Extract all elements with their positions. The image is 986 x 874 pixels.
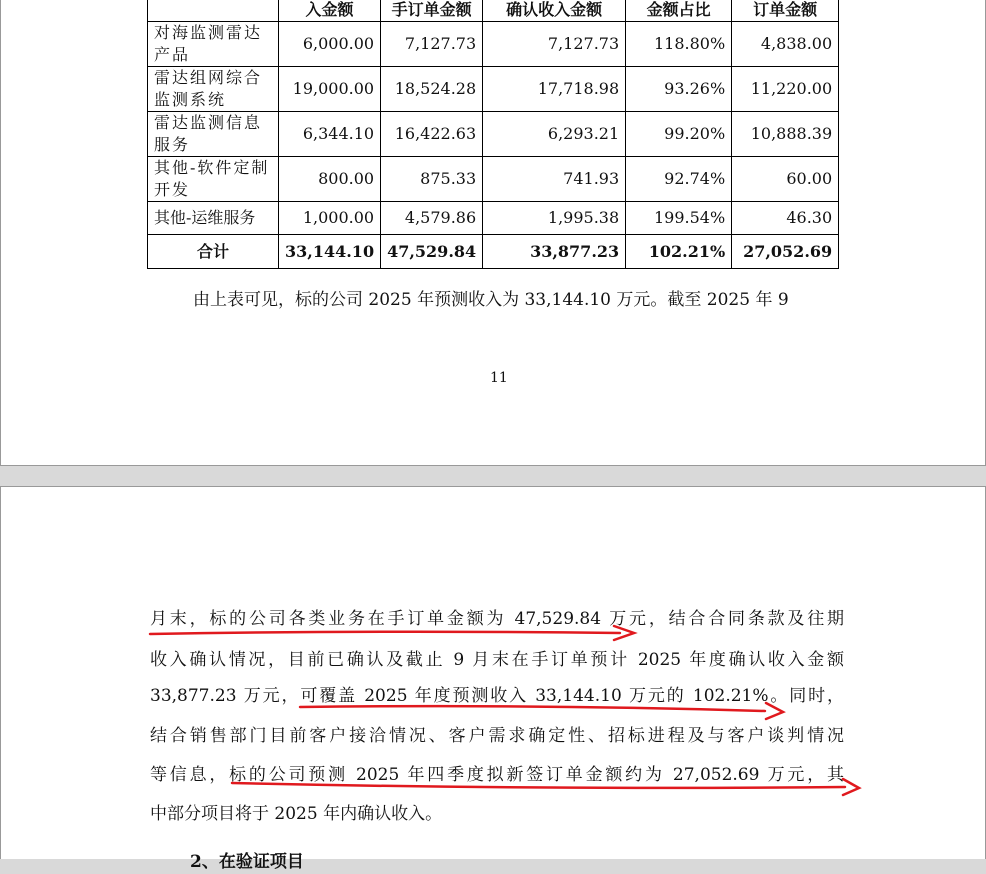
table-cell: 7,127.73 (483, 22, 626, 67)
summary-paragraph: 由上表可见，标的公司 2025 年预测收入为 33,144.10 万元。截至 2025 年 9 (193, 290, 789, 310)
paragraph-line: 月末，标的公司各类业务在手订单金额为 47,529.84 万元，结合合同条款及往期 (150, 609, 844, 629)
row-label: 其他-运维服务 (148, 202, 279, 235)
row-label: 其他-软件定制开发 (148, 157, 279, 202)
table-cell: 7,127.73 (381, 22, 483, 67)
table-cell: 17,718.98 (483, 67, 626, 112)
row-label: 雷达组网综合监测系统 (148, 67, 279, 112)
arrow-head-icon (766, 703, 783, 719)
section-heading: 2、在验证项目 (190, 852, 304, 872)
table-header-cell: 入金额 (279, 0, 381, 22)
table-cell: 800.00 (279, 157, 381, 202)
table-cell: 18,524.28 (381, 67, 483, 112)
table-cell: 16,422.63 (381, 112, 483, 157)
table-cell: 4,838.00 (732, 22, 839, 67)
table-cell: 6,293.21 (483, 112, 626, 157)
table-cell: 11,220.00 (732, 67, 839, 112)
paragraph-line: 结合销售部门目前客户接洽情况、客户需求确定性、招标进程及与客户谈判情况 (150, 726, 844, 746)
table-cell: 46.30 (732, 202, 839, 235)
paragraph-line: 等信息，标的公司预测 2025 年四季度拟新签订单金额约为 27,052.69 万元，其 (150, 765, 844, 785)
table-header-cell: 确认收入金额 (483, 0, 626, 22)
table-cell: 93.26% (626, 67, 732, 112)
table-header-cell: 手订单金额 (381, 0, 483, 22)
table-cell: 4,579.86 (381, 202, 483, 235)
total-label: 合计 (148, 235, 279, 269)
total-cell: 47,529.84 (381, 235, 483, 269)
table-cell: 6,000.00 (279, 22, 381, 67)
paragraph-line: 33,877.23 万元，可覆盖 2025 年度预测收入 33,144.10 万元的 102.21%。同时， (150, 686, 844, 706)
total-cell: 102.21% (626, 235, 732, 269)
total-cell: 33,877.23 (483, 235, 626, 269)
underline-arrow (300, 706, 765, 711)
total-cell: 27,052.69 (732, 235, 839, 269)
table-cell: 1,000.00 (279, 202, 381, 235)
table-cell: 1,995.38 (483, 202, 626, 235)
page-number: 11 (490, 370, 508, 386)
table-cell: 10,888.39 (732, 112, 839, 157)
row-label: 对海监测雷达产品 (148, 22, 279, 67)
total-cell: 33,144.10 (279, 235, 381, 269)
underline-arrow (232, 783, 845, 788)
table-header-cell: 金额占比 (626, 0, 732, 22)
paragraph-line: 收入确认情况，目前已确认及截止 9 月末在手订单预计 2025 年度确认收入金额 (150, 650, 844, 670)
row-label: 雷达监测信息服务 (148, 112, 279, 157)
table-cell: 741.93 (483, 157, 626, 202)
table-cell: 875.33 (381, 157, 483, 202)
table-cell: 60.00 (732, 157, 839, 202)
table-cell: 92.74% (626, 157, 732, 202)
table-cell: 19,000.00 (279, 67, 381, 112)
table-header-cell: 订单金额 (732, 0, 839, 22)
table-cell: 99.20% (626, 112, 732, 157)
underline-arrow (150, 632, 620, 634)
paragraph-line: 中部分项目将于 2025 年内确认收入。 (150, 804, 443, 824)
table-cell: 118.80% (626, 22, 732, 67)
table-cell: 6,344.10 (279, 112, 381, 157)
table-cell: 199.54% (626, 202, 732, 235)
